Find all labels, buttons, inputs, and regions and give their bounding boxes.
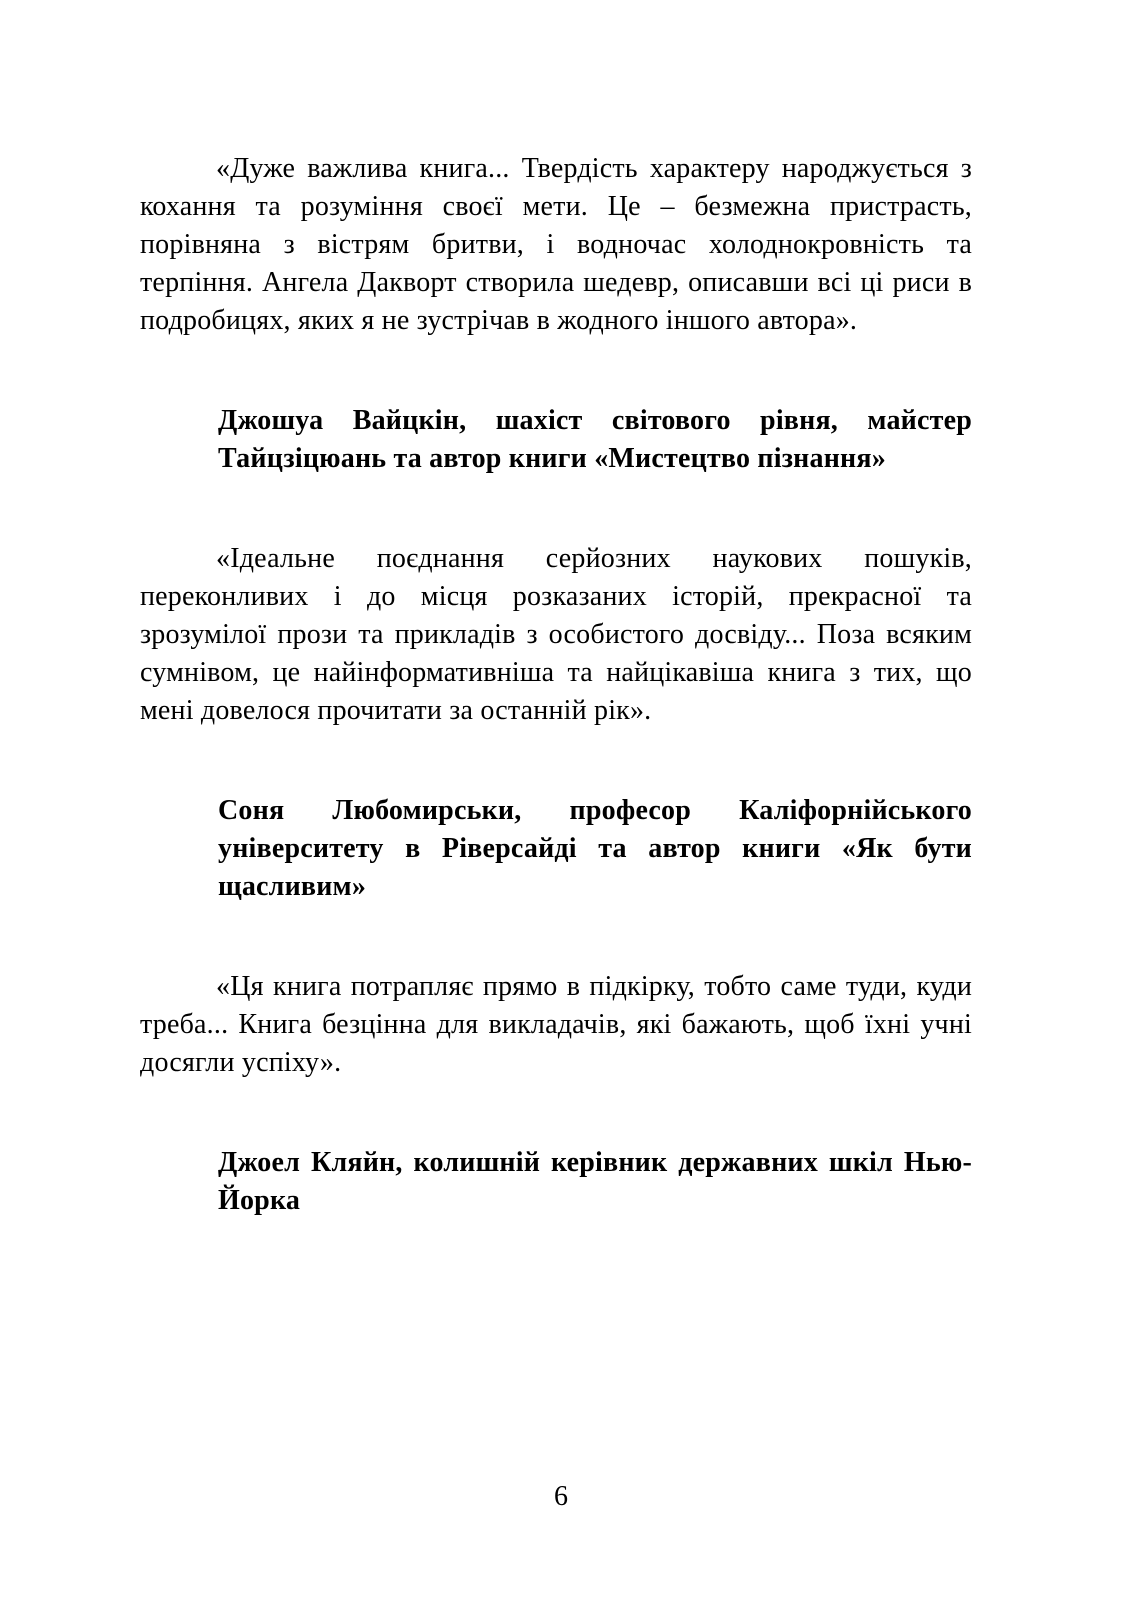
review-attribution: Джоел Кляйн, колишній керівник державних шкіл Нью-Йорка [218, 1147, 972, 1216]
review-attribution: Джошуа Вайцкін, шахіст світового рівня, майстер Тайцзіцюань та автор книги «Мистецтво пізнання» [218, 405, 972, 474]
page-content [140, 150, 972, 1282]
review-quote: «Дуже важлива книга... Твердість характеру народжується з кохання та розуміння своєї мети. Це – безмежна пристрасть, порівняна з вістрям бритви, і водночас холоднокровність та терпіння. Ангела Дакворт створила шедевр, описавши всі ці риси в подробицях, яких я не зустрічав в жодного іншого автора». [140, 153, 972, 336]
review-quote: «Ідеальне поєднання серйозних наукових пошуків, переконливих і до місця розказаних історій, прекрасної та зрозумілої прози та прикладів з особистого досвіду... Поза всяким сумнівом, це найінформативніша та найцікавіша книга з тих, що мені довелося прочитати за останній рік». [140, 543, 972, 726]
review-attribution: Соня Любомирськи, професор Каліфорнійського університету в Ріверсайді та автор книги «Як бути щасливим» [218, 795, 972, 902]
page-number: 6 [554, 1481, 568, 1512]
review-quote: «Ця книга потрапляє прямо в підкірку, тобто саме туди, куди треба... Книга безцінна для викладачів, які бажають, щоб їхні учні досягли успіху». [140, 971, 972, 1078]
